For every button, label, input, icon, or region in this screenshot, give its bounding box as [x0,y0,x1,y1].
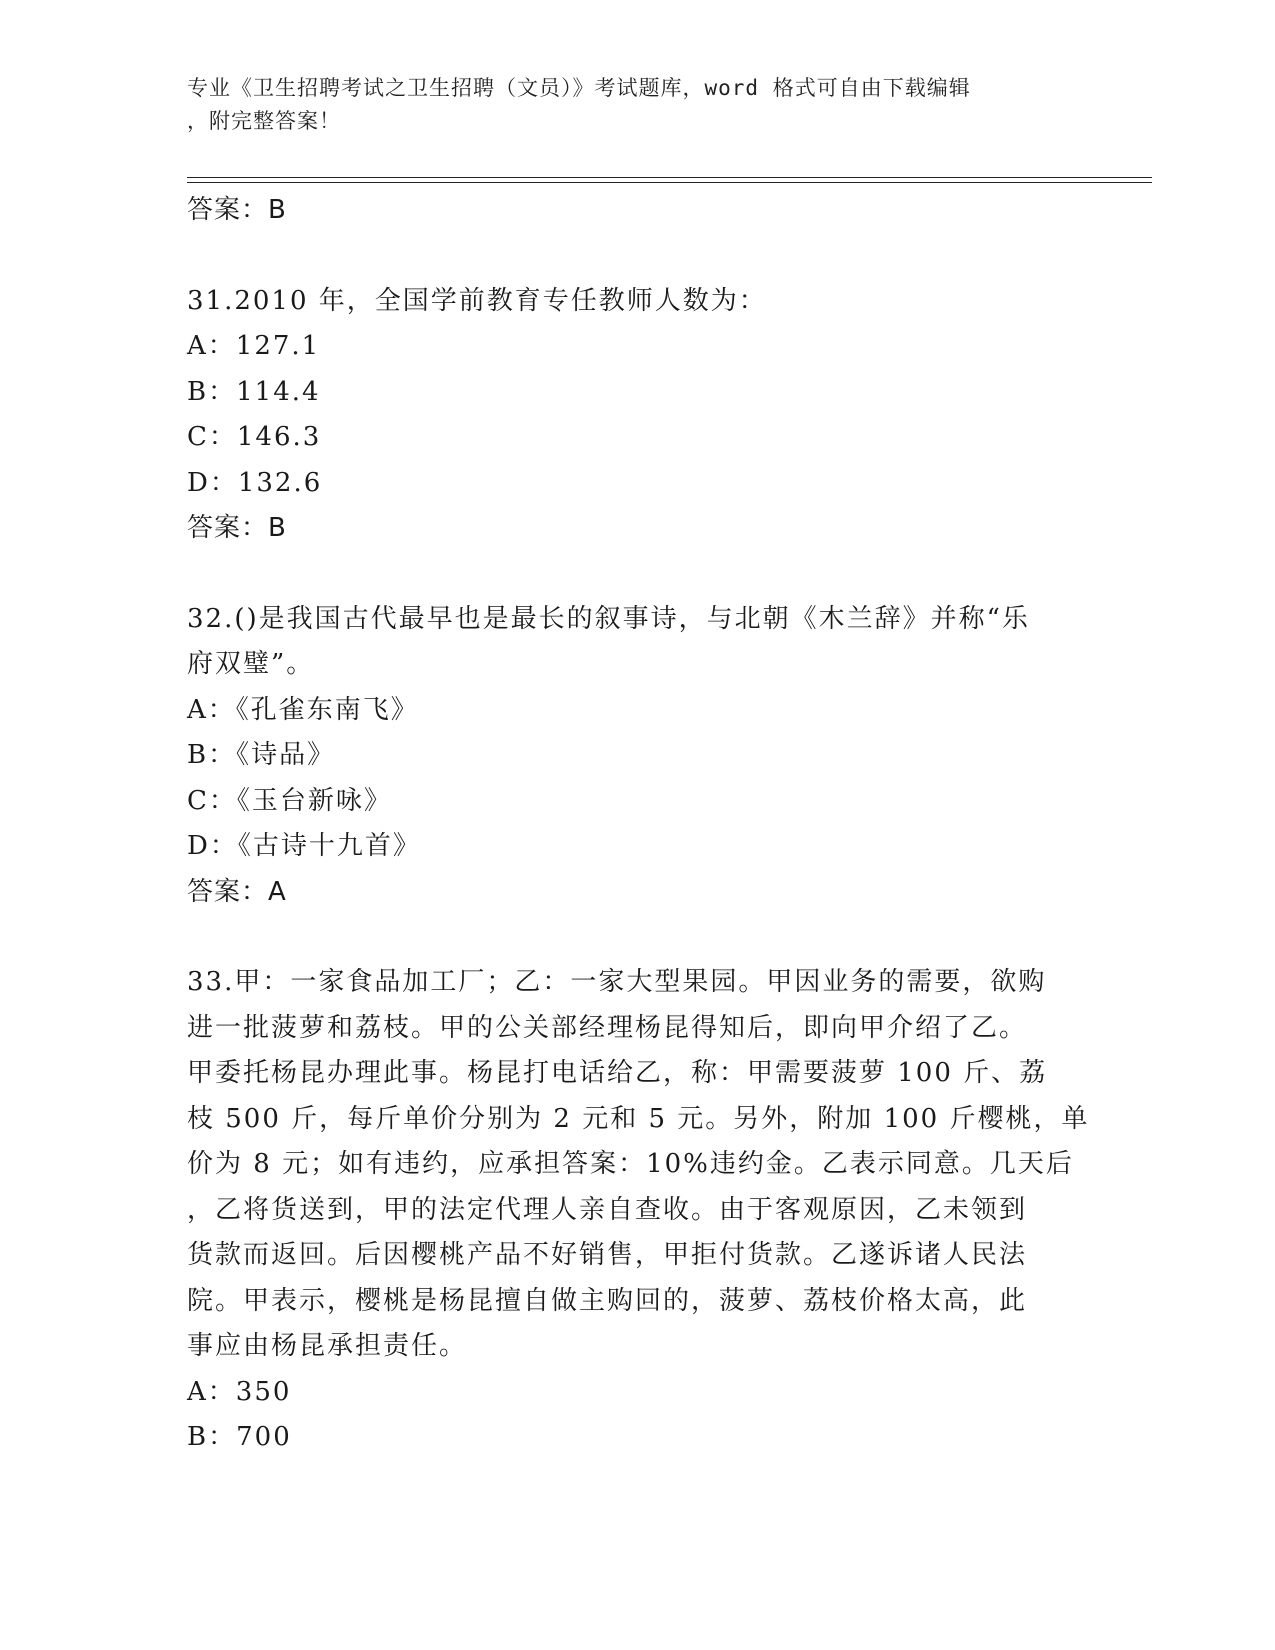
document-header [187,72,1067,138]
option-d: D：《古诗十九首》 [187,831,421,861]
header-rule-bottom [187,182,1152,183]
question-text: 事应由杨昆承担责任。 [187,1331,468,1361]
header-line-2: ，附完整答案！ [187,109,341,133]
option-c: C：《玉台新咏》 [187,785,392,816]
spacer [187,552,1087,597]
answer-line: 答案：A [187,876,287,907]
header-rule-top [187,177,1152,178]
answer-line: 答案：B [187,195,287,225]
option-a: A：《孔雀东南飞》 [187,694,419,725]
question-text: ，乙将货送到，甲的法定代理人亲自查收。由于客观原因，乙未领到 [187,1194,1028,1225]
document-body [187,188,1090,1461]
option-c: C：146.3 [187,422,322,452]
question-text: 院。甲表示，樱桃是杨昆擅自做主购回的，菠萝、荔枝价格太高，此 [187,1285,1028,1316]
header-line-1: 专业《卫生招聘考试之卫生招聘（文员）》考试题库，word 格式可自由下载编辑 [187,76,971,100]
option-a: A：127.1 [187,331,321,361]
spacer [187,915,1087,960]
question-text: 枝 500 斤，每斤单价分别为 2 元和 5 元。另外，附加 100 斤樱桃，单 [187,1103,1090,1134]
spacer [187,234,1087,279]
question-text: 33.甲：一家食品加工厂；乙：一家大型果园。甲因业务的需要，欲购 [187,967,1047,997]
option-b: B：114.4 [187,376,321,407]
question-text: 32.()是我国古代最早也是最长的叙事诗，与北朝《木兰辞》并称“乐 [187,603,1030,634]
answer-line: 答案：B [187,513,287,543]
question-31 [187,279,1087,552]
question-text: 31.2010 年，全国学前教育专任教师人数为： [187,285,767,316]
option-d: D：132.6 [187,467,323,498]
option-a: A：350 [187,1376,292,1407]
question-32 [187,597,1087,916]
question-text: 甲委托杨昆办理此事。杨昆打电话给乙，称：甲需要菠萝 100 斤、荔 [187,1058,1048,1088]
question-text: 价为 8 元；如有违约，应承担答案：10%违约金。乙表示同意。几天后 [187,1149,1074,1179]
question-33 [187,960,1090,1461]
question-text: 进一批菠萝和荔枝。甲的公关部经理杨昆得知后，即向甲介绍了乙。 [187,1012,1028,1043]
option-b: B：《诗品》 [187,740,336,770]
question-text: 府双璧”。 [187,649,315,679]
question-text: 货款而返回。后因樱桃产品不好销售，甲拒付货款。乙遂诉诸人民法 [187,1240,1028,1270]
option-b: B：700 [187,1422,292,1452]
